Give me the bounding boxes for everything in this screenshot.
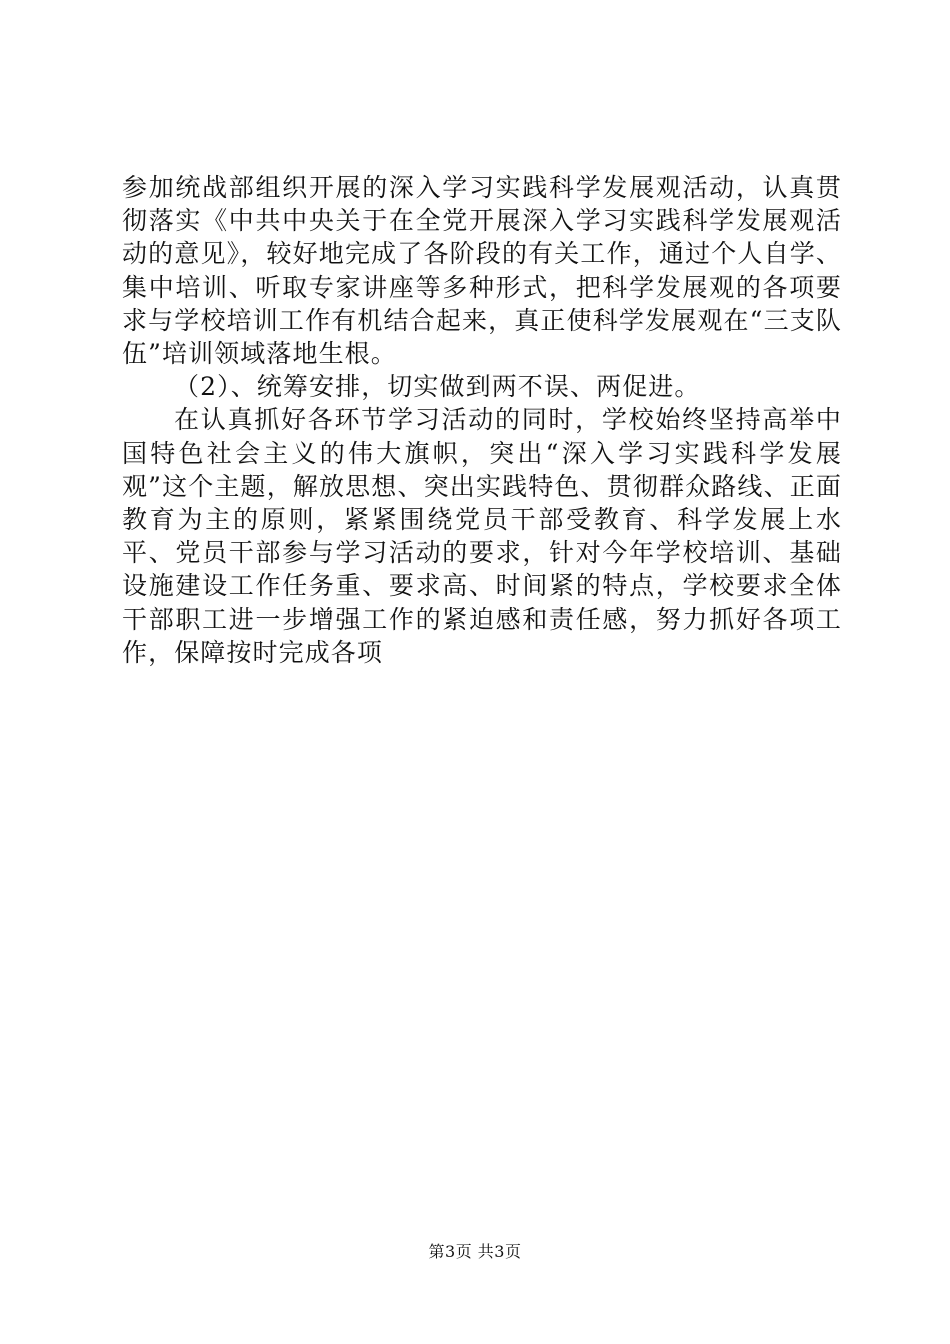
document-body [122,171,842,669]
paragraph-1: 参加统战部组织开展的深入学习实践科学发展观活动，认真贯彻落实《中共中央关于在全党开展深入学习实践科学发展观活动的意见》，较好地完成了各阶段的有关工作，通过个人自学、集中培训、听取专家讲座等多种形式，把科学发展观的各项要求与学校培训工作有机结合起来，真正使科学发展观在“三支队伍”培训领域落地生根。 [122,173,842,369]
page-footer [0,1242,950,1262]
paragraph-3: 在认真抓好各环节学习活动的同时，学校始终坚持高举中国特色社会主义的伟大旗帜，突出“深入学习实践科学发展观”这个主题，解放思想、突出实践特色、贯彻群众路线、正面教育为主的原则，紧紧围绕党员干部受教育、科学发展上水平、党员干部参与学习活动的要求，针对今年学校培训、基础设施建设工作任务重、要求高、时间紧的特点，学校要求全体干部职工进一步增强工作的紧迫感和责任感，努力抓好各项工作，保障按时完成各项 [122,405,842,667]
paragraph-2-heading: （2）、统筹安排，切实做到两不误、两促进。 [174,372,701,402]
page-number: 第3页 共3页 [428,1242,522,1261]
